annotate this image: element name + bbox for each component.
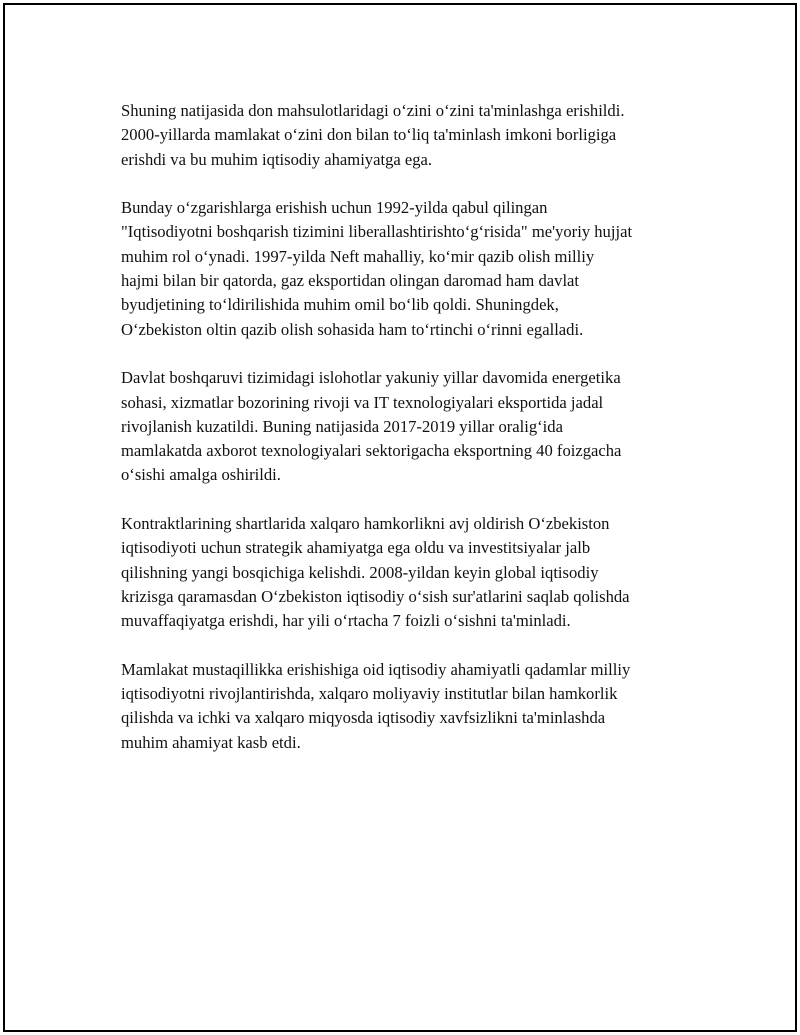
text-line: oʻsishi amalga oshirildi. <box>121 465 281 485</box>
paragraph-5 <box>121 658 701 755</box>
paragraph-3 <box>121 366 701 487</box>
text-line: byudjetining toʻldirilishida muhim omil boʻlib qoldi. Shuningdek, <box>121 295 559 315</box>
text-line: 2000-yillarda mamlakat oʻzini don bilan toʻliq ta'minlash imkoni borligiga <box>121 125 617 145</box>
text-line: muhim ahamiyat kasb etdi. <box>121 732 301 752</box>
text-line: "Iqtisodiyotni boshqarish tizimini liberallashtirishtoʻgʻrisida" me'yoriy hujjat <box>121 222 633 242</box>
text-line: Shuning natijasida don mahsulotlaridagi oʻzini oʻzini ta'minlashga erishildi. <box>121 101 625 120</box>
text-line: Oʻzbekiston oltin qazib olish sohasida ham toʻrtinchi oʻrinni egalladi. <box>121 319 584 339</box>
text-line: erishdi va bu muhim iqtisodiy ahamiyatga ega. <box>121 149 433 169</box>
text-line: Kontraktlarining shartlarida xalqaro hamkorlikni avj oldirish Oʻzbekiston <box>121 514 610 534</box>
text-line: muvaffaqiyatga erishdi, har yili oʻrtacha 7 foizli oʻsishni ta'minladi. <box>121 611 571 631</box>
text-line: Davlat boshqaruvi tizimidagi islohotlar yakuniy yillar davomida energetika <box>121 368 621 388</box>
text-line: mamlakatda axborot texnologiyalari sektorigacha eksportning 40 foizgacha <box>121 441 622 461</box>
text-line: Mamlakat mustaqillikka erishishiga oid iqtisodiy ahamiyatli qadamlar milliy <box>121 659 631 679</box>
text-line: qilishda va ichki va xalqaro miqyosda iqtisodiy xavfsizlikni ta'minlashda <box>121 708 606 728</box>
text-line: muhim rol oʻynadi. 1997-yilda Neft mahalliy, koʻmir qazib olish milliy <box>121 246 595 266</box>
text-line: qilishning yangi bosqichiga kelishdi. 2008-yildan keyin global iqtisodiy <box>121 562 599 582</box>
page-frame <box>3 3 797 1032</box>
text-line: Bunday oʻzgarishlarga erishish uchun 1992-yilda qabul qilingan <box>121 198 548 218</box>
paragraph-4 <box>121 512 701 633</box>
text-line: krizisga qaramasdan Oʻzbekiston iqtisodiy oʻsish sur'atlarini saqlab qolishda <box>121 586 630 606</box>
document-body <box>121 99 701 779</box>
text-line: rivojlanish kuzatildi. Buning natijasida 2017-2019 yillar oraligʻida <box>121 416 563 436</box>
paragraph-2 <box>121 196 701 342</box>
paragraph-1 <box>121 99 701 172</box>
text-line: hajmi bilan bir qatorda, gaz eksportidan olingan daromad ham davlat <box>121 271 580 291</box>
text-line: sohasi, xizmatlar bozorining rivoji va IT texnologiyalari eksportida jadal <box>121 392 604 412</box>
text-line: iqtisodiyotni rivojlantirishda, xalqaro moliyaviy institutlar bilan hamkorlik <box>121 684 618 704</box>
text-line: iqtisodiyoti uchun strategik ahamiyatga ega oldu va investitsiyalar jalb <box>121 538 591 558</box>
